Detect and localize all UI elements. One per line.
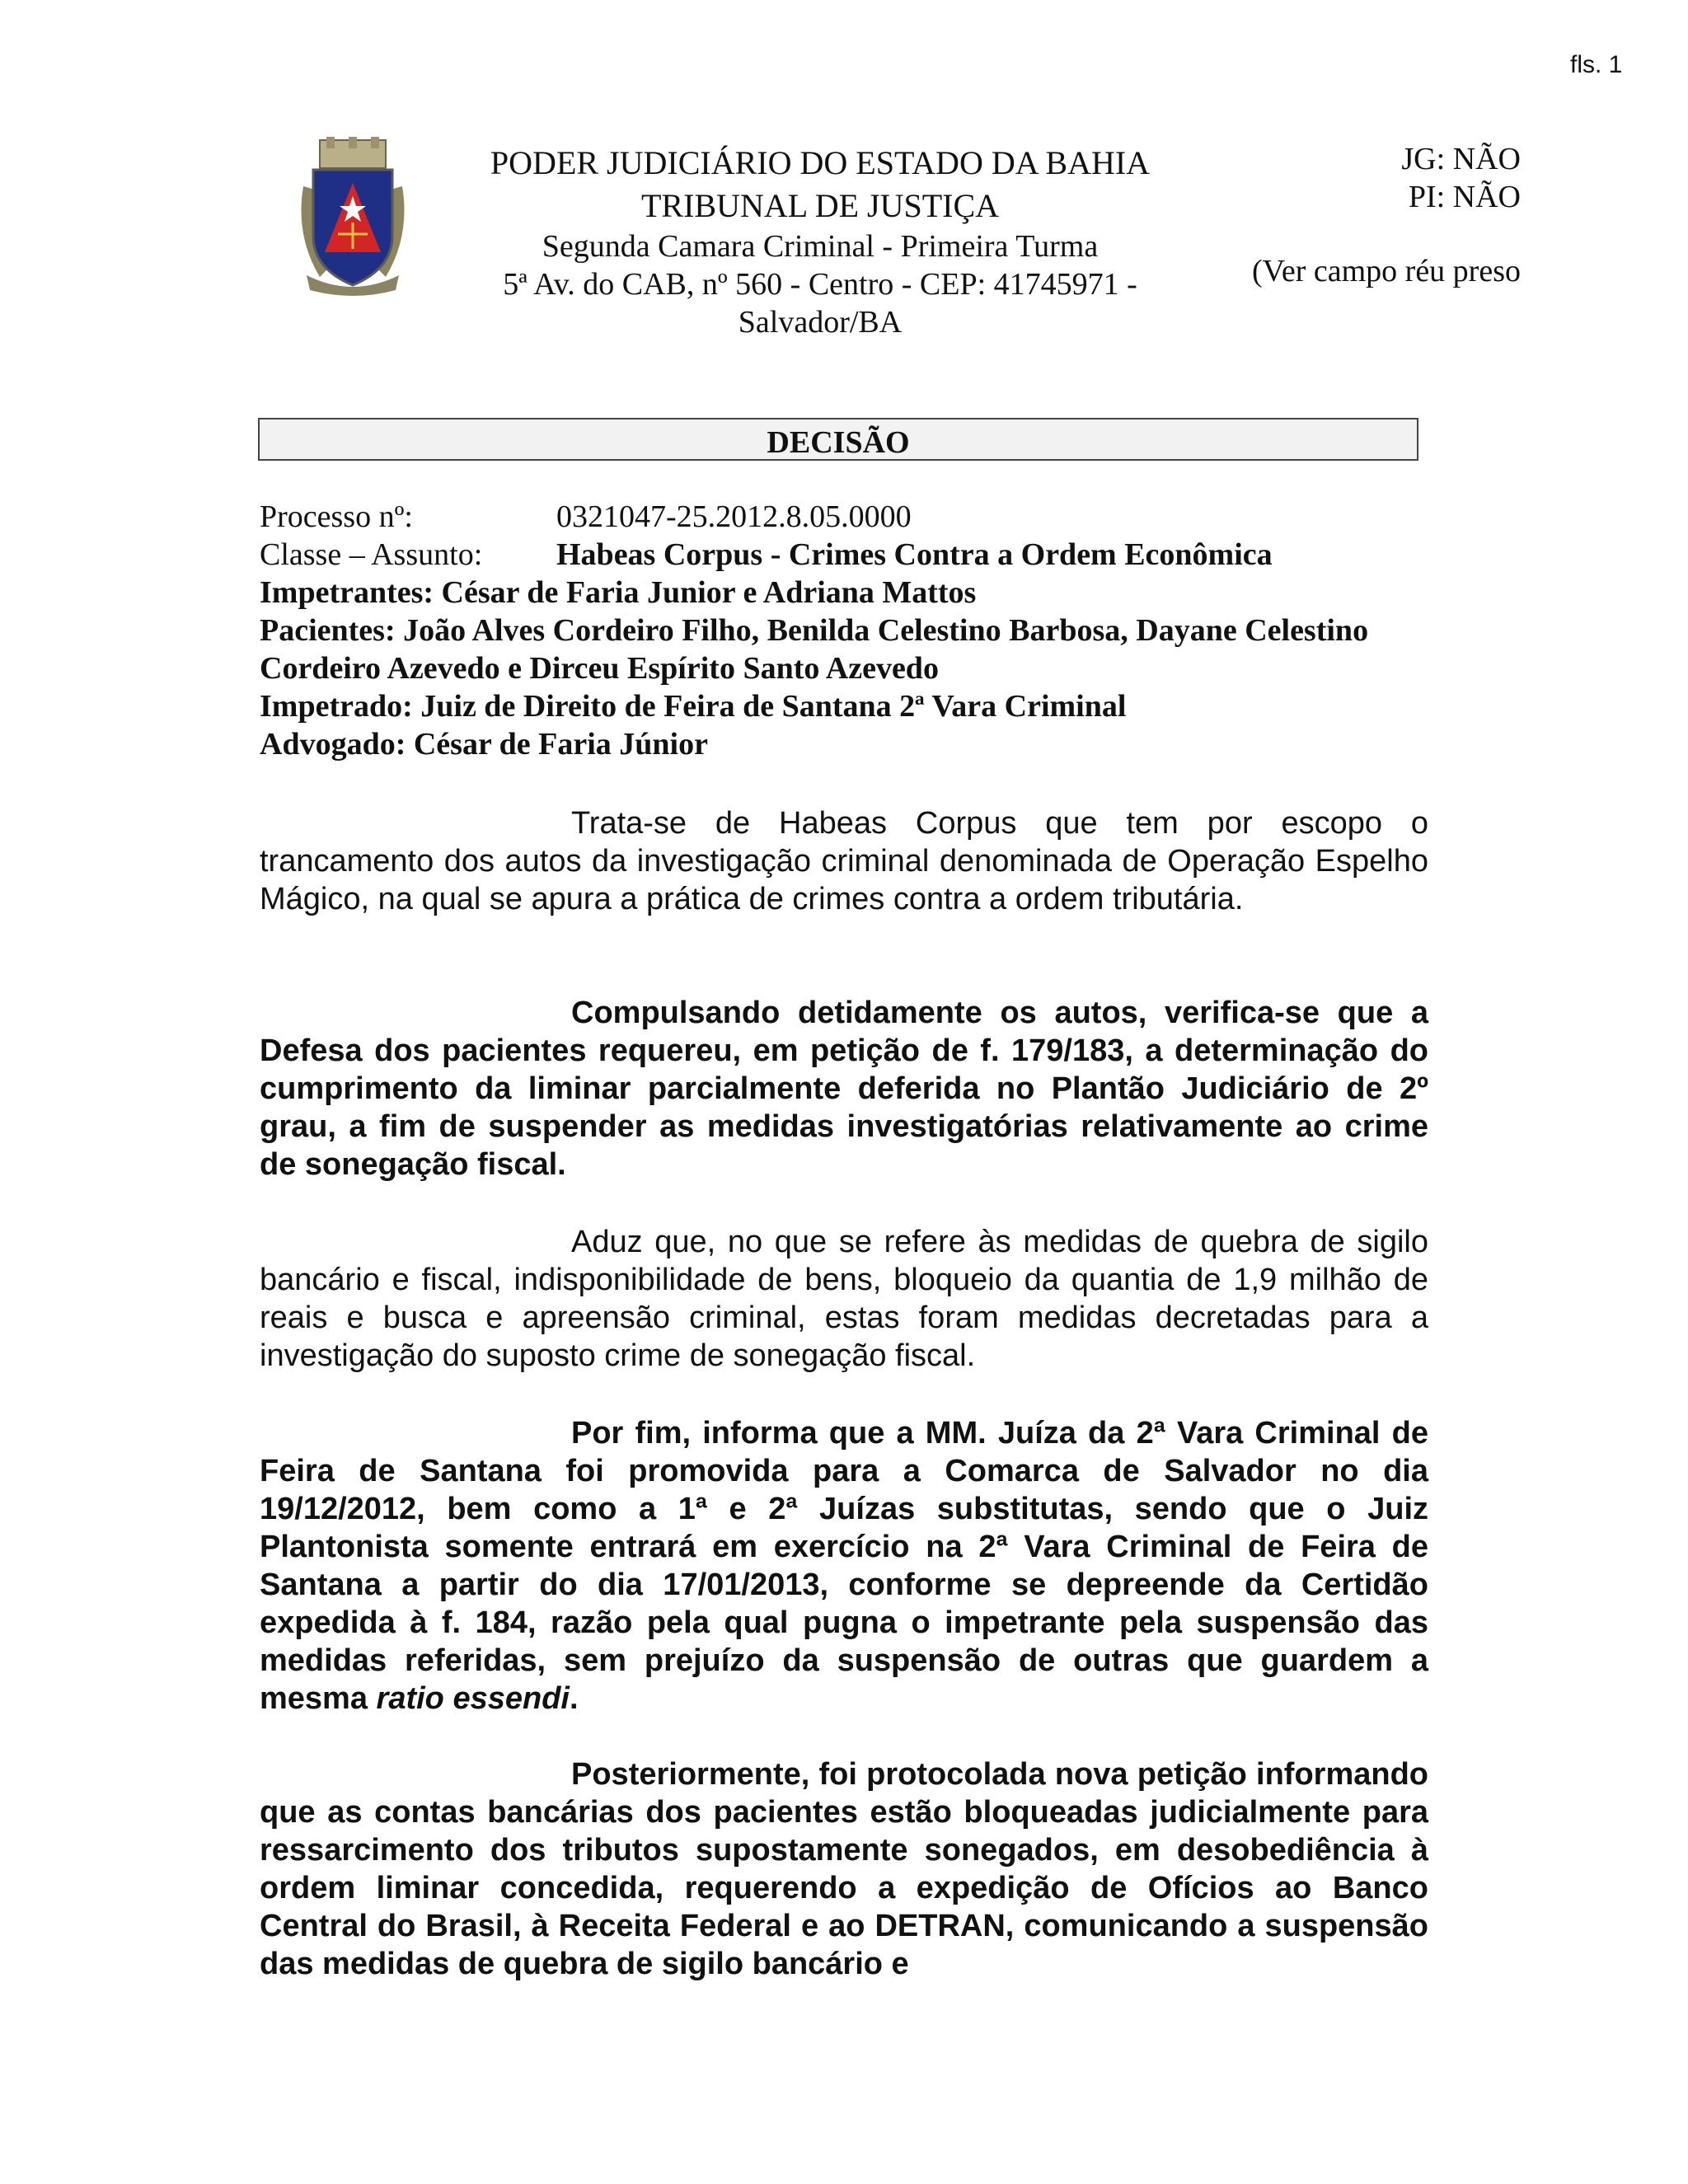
header-court: TRIBUNAL DE JUSTIÇA [640,187,1000,224]
paragraph-4-end: . [569,1681,579,1716]
document-title: DECISÃO [767,425,910,460]
reu-preso-note: (Ver campo réu preso [1251,254,1521,288]
decision-title-box [258,418,1418,461]
processo-value: 0321047-25.2012.8.05.0000 [556,499,912,534]
paragraph-2-text: Compulsando detidamente os autos, verifica-se que a Defesa dos pacientes requereu, em petição de f. 179/183, a determinação do cumprimento da liminar parcialmente deferida no Plantão Judiciário de 2º grau, a fim de suspender as medidas investigatórias relativamente ao crime de sonegação fiscal. [260,996,1428,1182]
header-judiciary: PODER JUDICIÁRIO DO ESTADO DA BAHIA [490,144,1151,181]
paragraph-1-text: Trata-se de Habeas Corpus que tem por escopo o trancamento dos autos da investigação criminal denominada de Operação Espelho Mágico, na qual se apura a prática de crimes contra a ordem tributária. [260,806,1428,916]
paragraph-4-text: Por fim, informa que a MM. Juíza da 2ª Vara Criminal de Feira de Santana foi promovida para a Comarca de Salvador no dia 19/12/2012, bem como a 1ª e 2ª Juízas substitutas, sendo que o Juiz Plantonista somente entrará em exercício na 2ª Vara Criminal de Feira de Santana a partir do dia 17/01/2013, conforme se depreende da Certidão expedida à f. 184, razão pela qual pugna o impetrante pela suspensão das medidas referidas, sem prejuízo da suspensão de outras que guardem a mesma [260,1416,1428,1716]
paragraph-5-text: Posteriormente, foi protocolada nova petição informando que as contas bancárias dos pacientes estão bloqueadas judicialmente para ressarcimento dos tributos supostamente sonegados, em desobediência à ordem liminar concedida, requerendo a expedição de Ofícios ao Banco Central do Brasil, à Receita Federal e ao DETRAN, comunicando a suspensão das medidas de quebra de sigilo bancário e [260,1757,1428,1981]
classe-row [260,536,1430,574]
pacientes: Pacientes: João Alves Cordeiro Filho, Benilda Celestino Barbosa, Dayane Celestino Cordeiro Azevedo e Dirceu Espírito Santo Azevedo [260,613,1369,686]
processo-label: Processo nº: [260,499,413,534]
header-address: 5ª Av. do CAB, nº 560 - Centro - CEP: 41745971 - [503,267,1137,302]
header-city: Salvador/BA [738,305,903,340]
advogado: Advogado: César de Faria Júnior [260,727,708,762]
processo-row [260,498,1430,536]
header-chamber: Segunda Camara Criminal - Primeira Turma [542,229,1099,264]
paragraph-5 [260,1755,1428,1983]
paragraph-3-text: Aduz que, no que se refere às medidas de quebra de sigilo bancário e fiscal, indisponibilidade de bens, bloqueio da quantia de 1,9 milhão de reais e busca e apreensão criminal, estas foram medidas decretadas para a investigação do suposto crime de sonegação fiscal. [260,1225,1428,1373]
page-number: fls. 1 [1570,51,1623,78]
paragraph-4 [260,1414,1428,1718]
classe-label: Classe – Assunto: [260,537,483,572]
case-metadata [260,498,1430,763]
header-flags [1187,140,1521,290]
impetrantes: Impetrantes: César de Faria Junior e Adriana Mattos [260,575,977,610]
classe-value: Habeas Corpus - Crimes Contra a Ordem Econômica [556,537,1273,572]
pi-flag: PI: NÃO [1408,180,1521,214]
paragraph-1 [260,804,1428,918]
jg-flag: JG: NÃO [1401,142,1521,176]
paragraph-3 [260,1223,1428,1375]
coat-of-arms-icon [295,137,410,298]
paragraph-2 [260,994,1428,1183]
court-header [449,142,1191,341]
paragraph-4-latin: ratio essendi [376,1681,570,1716]
impetrado: Impetrado: Juiz de Direito de Feira de Santana 2ª Vara Criminal [260,689,1127,724]
